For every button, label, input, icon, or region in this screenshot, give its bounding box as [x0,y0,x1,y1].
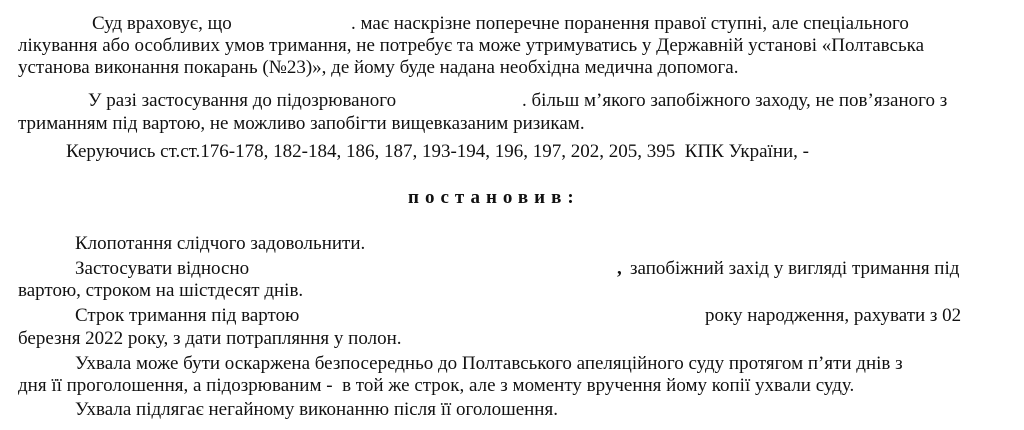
para2-line1b: . більш м’якого запобіжного заходу, не пов’язаного з [522,90,948,111]
para1-line2: лікування або особливих умов тримання, не потребує та може утримуватись у Державній установі «Полтавська [18,35,925,56]
para5-line2: вартою, строком на шістдесят днів. [18,280,304,301]
para5-comma: , [617,258,622,279]
para5-line1a: Застосувати відносно [75,258,250,279]
para2-line1a: У разі застосування до підозрюваного [88,90,397,111]
para7-line1: Ухвала може бути оскаржена безпосередньо до Полтавського апеляційного суду протягом п’яти днів з [75,353,903,374]
para3-line1: Керуючись ст.ст.176-178, 182-184, 186, 187, 193-194, 196, 197, 202, 205, 395 КПК України, - [66,141,809,162]
para2-line2: триманням під вартою, не можливо запобігти вищевказаним ризикам. [18,113,585,134]
para6-line1b: року народження, рахувати з 02 [705,305,962,326]
para8-line1: Ухвала підлягає негайному виконанню після її оголошення. [75,399,558,420]
para5-line1b: запобіжний захід у вигляді тримання під [630,258,960,279]
para7-line2: дня її проголошення, а підозрюваним - в той же строк, але з моменту вручення йому копії ухвали суду. [18,375,855,396]
ruling-heading: постановив: [408,187,580,208]
para1-line1a: Суд враховує, що [92,13,232,34]
para6-line2: березня 2022 року, з дати потрапляння у полон. [18,328,402,349]
para1-line1b: . має наскрізне поперечне поранення правої ступні, але спеціального [351,13,909,34]
para6-line1a: Строк тримання під вартою [75,305,300,326]
para4-line1: Клопотання слідчого задовольнити. [75,233,366,254]
para1-line3: установа виконання покарань (№23)», де йому буде надана необхідна медична допомога. [18,57,739,78]
